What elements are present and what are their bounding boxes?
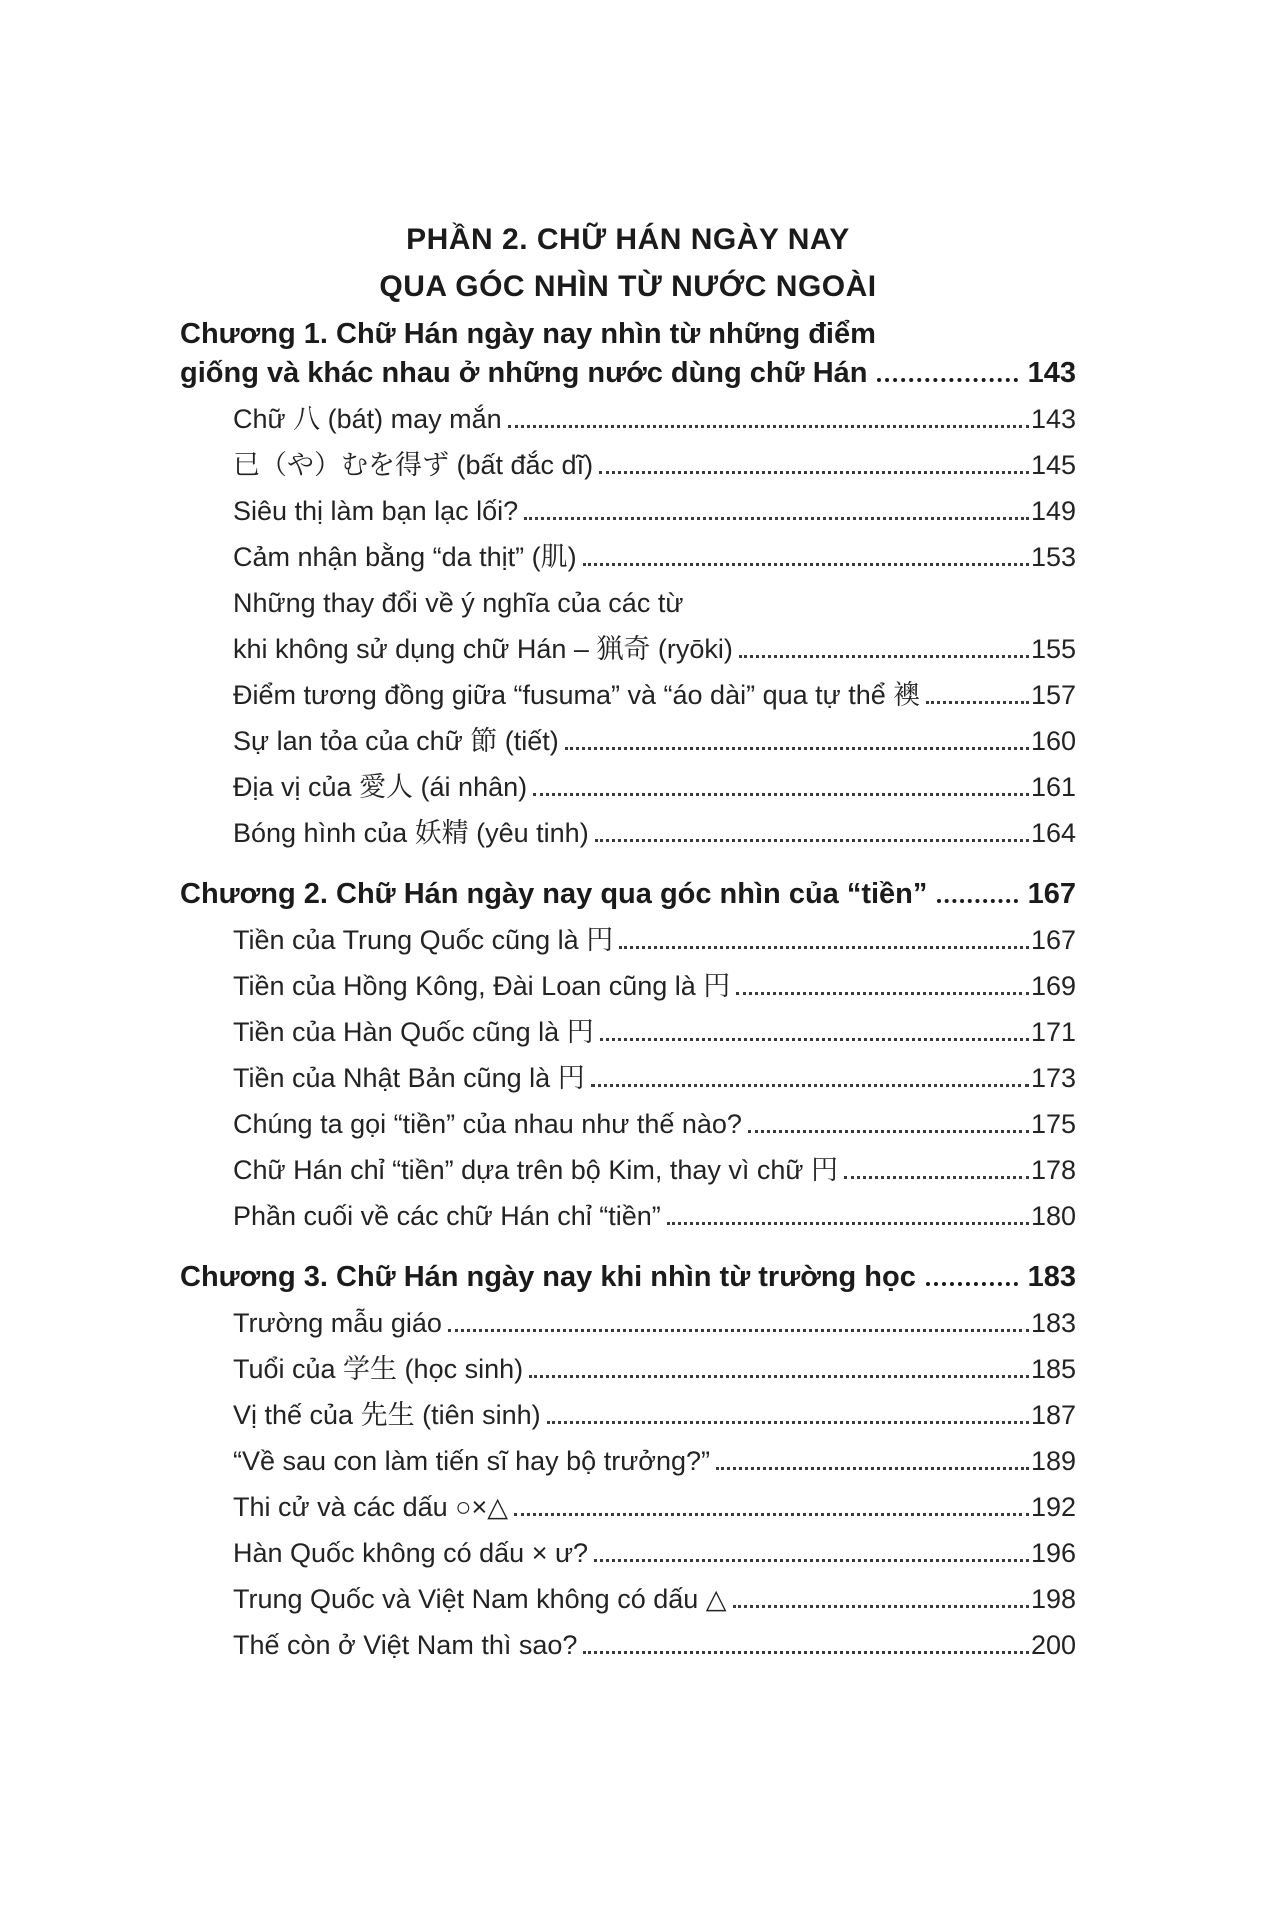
- page-number: 171: [1030, 1017, 1076, 1047]
- toc-row: [180, 1055, 1076, 1101]
- toc-row-label: Tuổi của 学生 (học sinh): [233, 1354, 524, 1384]
- toc-row-label: 已（や）むを得ず (bất đắc dĩ): [233, 450, 594, 480]
- dot-leader: [529, 1375, 1029, 1378]
- toc-row: [180, 534, 1076, 580]
- chapter-heading: [180, 875, 1076, 914]
- toc-row: [180, 963, 1076, 1009]
- page-number: 200: [1030, 1630, 1076, 1660]
- toc-row: [180, 354, 1076, 393]
- toc-row-label: Trường mẫu giáo: [233, 1308, 442, 1338]
- toc-row-label: Trung Quốc và Việt Nam không có dấu △: [233, 1584, 727, 1614]
- dot-leader: [937, 899, 1017, 903]
- toc-row: [180, 917, 1076, 963]
- toc-row: [180, 1300, 1076, 1346]
- toc-row-label: Tiền của Hồng Kông, Đài Loan cũng là 円: [233, 971, 731, 1001]
- page-number: 155: [1030, 634, 1076, 664]
- toc-row: [180, 1258, 1076, 1297]
- chapter-heading: [180, 1258, 1076, 1297]
- dot-leader: [600, 1038, 1029, 1041]
- page-number: 149: [1030, 496, 1076, 526]
- page-number: 183: [1027, 1261, 1076, 1293]
- toc-row-label: Chương 2. Chữ Hán ngày nay qua góc nhìn của “tiền”: [180, 878, 928, 910]
- toc-row: [180, 442, 1076, 488]
- dot-leader: [547, 1421, 1029, 1424]
- toc-row-label: Bóng hình của 妖精 (yêu tinh): [233, 818, 589, 848]
- page-number: 169: [1030, 971, 1076, 1001]
- page-number: 160: [1030, 726, 1076, 756]
- page-number: 143: [1030, 404, 1076, 434]
- toc-row: [180, 1576, 1076, 1622]
- toc-chapter: [180, 875, 1076, 1239]
- toc-row-label: Chương 3. Chữ Hán ngày nay khi nhìn từ trường học: [180, 1261, 916, 1293]
- toc-row: [180, 1101, 1076, 1147]
- toc-row-label: Sự lan tỏa của chữ 節 (tiết): [233, 726, 559, 756]
- dot-leader: [524, 517, 1029, 520]
- dot-leader: [514, 1513, 1029, 1516]
- dot-leader: [736, 992, 1029, 995]
- toc-row-label: Chữ 八 (bát) may mắn: [233, 404, 502, 434]
- dot-leader: [583, 563, 1029, 566]
- toc-row-label: Thế còn ở Việt Nam thì sao?: [233, 1630, 578, 1660]
- toc-row-label: Vị thế của 先生 (tiên sinh): [233, 1400, 541, 1430]
- toc-row-label: “Về sau con làm tiến sĩ hay bộ trưởng?”: [233, 1446, 711, 1476]
- toc-row: [180, 488, 1076, 534]
- toc-row-label: giống và khác nhau ở những nước dùng chữ Hán: [180, 357, 868, 389]
- page-number: 153: [1030, 542, 1076, 572]
- page-number: 145: [1030, 450, 1076, 480]
- toc-row-label: Điểm tương đồng giữa “fusuma” và “áo dài” qua tự thể 襖: [233, 680, 921, 710]
- toc-row: [180, 396, 1076, 442]
- toc-row: [180, 1392, 1076, 1438]
- toc-row-label: Tiền của Hàn Quốc cũng là 円: [233, 1017, 594, 1047]
- page-number: 192: [1030, 1492, 1076, 1522]
- toc-row-label: Tiền của Trung Quốc cũng là 円: [233, 925, 614, 955]
- toc-row: [180, 1346, 1076, 1392]
- page-number: 180: [1030, 1201, 1076, 1231]
- dot-leader: [619, 946, 1029, 949]
- page-number: 175: [1030, 1109, 1076, 1139]
- toc-row: [180, 1193, 1076, 1239]
- toc-row: [180, 1484, 1076, 1530]
- dot-leader: [594, 1559, 1029, 1562]
- page-number: 164: [1030, 818, 1076, 848]
- toc-row: [180, 626, 1076, 672]
- dot-leader: [599, 471, 1029, 474]
- page-number: 167: [1030, 925, 1076, 955]
- chapter-entries: [180, 917, 1076, 1239]
- toc: [180, 315, 1076, 1668]
- toc-row: [180, 1530, 1076, 1576]
- page-number: 183: [1030, 1308, 1076, 1338]
- dot-leader: [739, 655, 1029, 658]
- page-number: 161: [1030, 772, 1076, 802]
- dot-leader: [591, 1084, 1029, 1087]
- dot-leader: [748, 1130, 1029, 1133]
- toc-row-label: Địa vị của 愛人 (ái nhân): [233, 772, 528, 802]
- dot-leader: [716, 1467, 1029, 1470]
- page-number: 196: [1030, 1538, 1076, 1568]
- toc-row: [180, 1009, 1076, 1055]
- dot-leader: [926, 1282, 1018, 1286]
- toc-row: [180, 810, 1076, 856]
- chapter-heading: [180, 315, 1076, 393]
- page-number: 178: [1030, 1155, 1076, 1185]
- part-title-line2: QUA GÓC NHÌN TỪ NƯỚC NGOÀI: [379, 270, 877, 303]
- page-number: 189: [1030, 1446, 1076, 1476]
- toc-row: [180, 672, 1076, 718]
- page-number: 198: [1030, 1584, 1076, 1614]
- toc-row-label: Chương 1. Chữ Hán ngày nay nhìn từ những điểm: [180, 318, 876, 350]
- toc-row-label: Siêu thị làm bạn lạc lối?: [233, 496, 519, 526]
- toc-row-label: Tiền của Nhật Bản cũng là 円: [233, 1063, 585, 1093]
- toc-page: [180, 0, 1076, 1668]
- dot-leader: [926, 701, 1029, 704]
- page-number: 185: [1030, 1354, 1076, 1384]
- page-number: 157: [1030, 680, 1076, 710]
- dot-leader: [877, 378, 1017, 382]
- page-number: 143: [1027, 357, 1076, 389]
- toc-row: [180, 1147, 1076, 1193]
- dot-leader: [844, 1176, 1029, 1179]
- toc-row-label: Chúng ta gọi “tiền” của nhau như thế nào?: [233, 1109, 742, 1139]
- toc-row-label: Hàn Quốc không có dấu × ư?: [233, 1538, 589, 1568]
- part-title-line1: PHẦN 2. CHỮ HÁN NGÀY NAY: [406, 223, 850, 256]
- toc-row-label: khi không sử dụng chữ Hán – 猟奇 (ryōki): [233, 634, 733, 664]
- dot-leader: [733, 1605, 1029, 1608]
- toc-row-label: Thi cử và các dấu ○×△: [233, 1492, 509, 1522]
- dot-leader: [667, 1222, 1029, 1225]
- toc-row: [180, 315, 1076, 354]
- page-number: 173: [1030, 1063, 1076, 1093]
- toc-row: [180, 764, 1076, 810]
- toc-row: [180, 1622, 1076, 1668]
- chapter-entries: [180, 396, 1076, 856]
- toc-row-label: Chữ Hán chỉ “tiền” dựa trên bộ Kim, thay vì chữ 円: [233, 1155, 838, 1185]
- page-number: 187: [1030, 1400, 1076, 1430]
- toc-row: [180, 580, 1076, 626]
- toc-row-label: Cảm nhận bằng “da thịt” (肌): [233, 542, 577, 572]
- toc-chapter: [180, 1258, 1076, 1668]
- dot-leader: [583, 1651, 1029, 1654]
- toc-chapter: [180, 315, 1076, 856]
- toc-row-label: Những thay đổi về ý nghĩa của các từ: [233, 588, 684, 618]
- dot-leader: [595, 839, 1029, 842]
- toc-row-label: Phần cuối về các chữ Hán chỉ “tiền”: [233, 1201, 661, 1231]
- toc-row: [180, 875, 1076, 914]
- toc-row: [180, 718, 1076, 764]
- dot-leader: [448, 1329, 1029, 1332]
- dot-leader: [533, 793, 1029, 796]
- page-number: 167: [1027, 878, 1076, 910]
- dot-leader: [565, 747, 1029, 750]
- chapter-entries: [180, 1300, 1076, 1668]
- part-title: [180, 216, 1076, 310]
- toc-row: [180, 1438, 1076, 1484]
- dot-leader: [508, 425, 1029, 428]
